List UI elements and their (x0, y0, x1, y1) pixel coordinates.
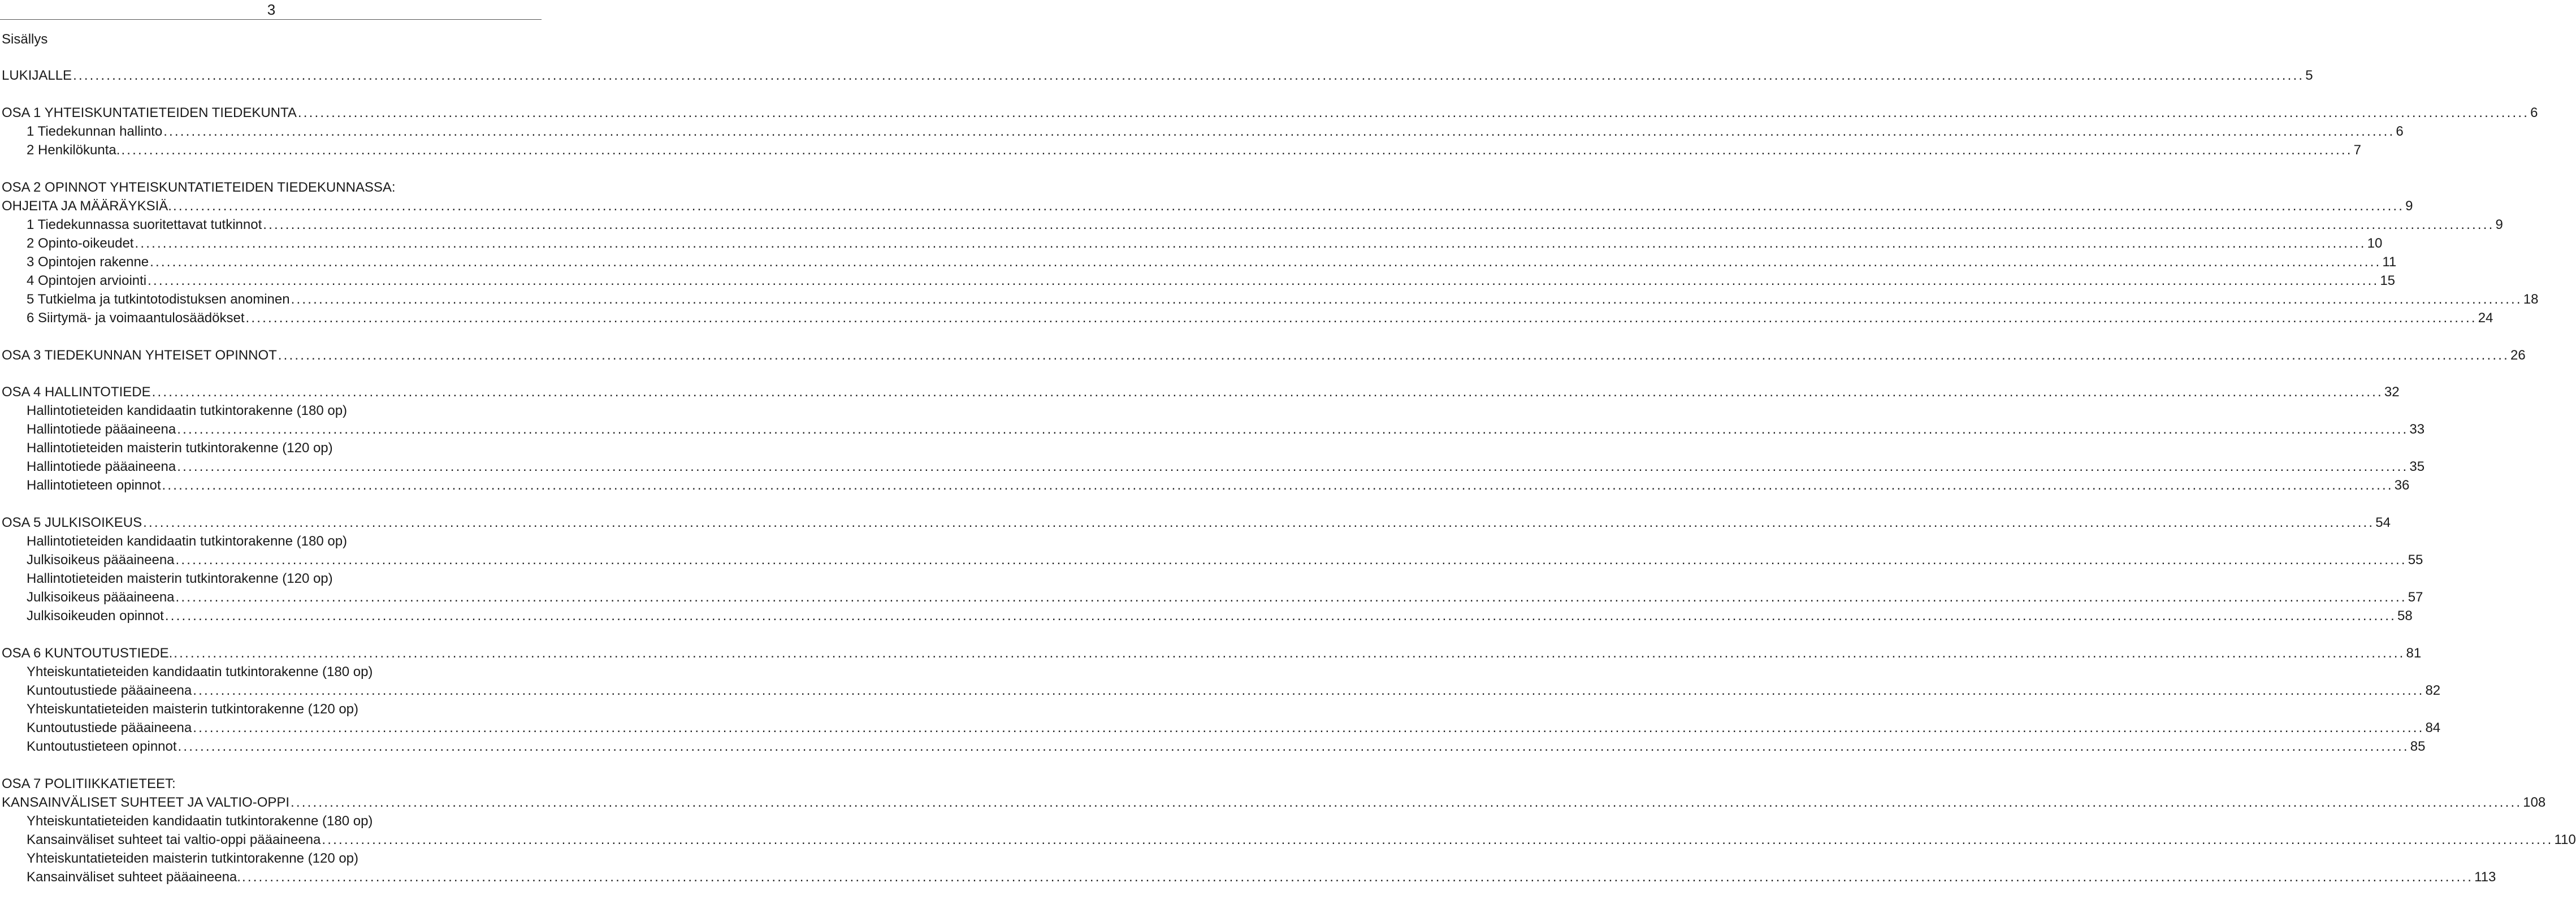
toc-entry-text: Yhteiskuntatieteiden maisterin tutkintorakenne (120 op) (27, 702, 359, 717)
toc-entry-page: 24 (2478, 310, 2493, 326)
toc-entry-text: Hallintotieteiden maisterin tutkintorakenne (120 op) (27, 571, 333, 586)
toc-dot-leader: ................................................................................................................................................................................................................................................................................................................................................................................................................ (278, 348, 2509, 363)
toc-entry-text: OSA 1 YHTEISKUNTATIETEIDEN TIEDEKUNTA (2, 105, 297, 120)
toc-entry-page: 5 (2305, 68, 2313, 83)
toc-dot-leader: ................................................................................................................................................................................................................................................................................................................................................................................................................ (193, 720, 2425, 735)
toc-dot-leader: ................................................................................................................................................................................................................................................................................................................................................................................................................ (263, 217, 2495, 232)
toc-entry (27, 439, 542, 457)
toc-entry-page: 26 (2510, 348, 2526, 363)
toc-entry-text: Kansainväliset suhteet pääaineena. (27, 869, 241, 885)
toc-dot-leader: ................................................................................................................................................................................................................................................................................................................................................................................................................ (245, 310, 2477, 326)
toc-entry[interactable] (27, 458, 2425, 476)
toc-entry[interactable] (27, 719, 2441, 737)
toc-entry[interactable] (27, 123, 2404, 141)
toc-dot-leader: ................................................................................................................................................................................................................................................................................................................................................................................................................ (177, 459, 2409, 474)
toc-entry[interactable] (2, 383, 2400, 401)
toc-entry[interactable] (27, 272, 2396, 290)
toc-entry[interactable] (27, 868, 2496, 886)
toc-entry-page: 9 (2405, 198, 2413, 214)
header-rule (0, 19, 542, 20)
toc-entry-page: 18 (2523, 292, 2539, 307)
toc-entry-page: 7 (2353, 142, 2361, 158)
toc-entry-text: Kuntoutustiede pääaineena (27, 720, 192, 735)
toc-entry-text: Hallintotiede pääaineena (27, 459, 176, 474)
toc-entry-page: 35 (2409, 459, 2425, 474)
toc-entry-page: 54 (2375, 515, 2391, 530)
toc-entry-text: Yhteiskuntatieteiden kandidaatin tutkintorakenne (180 op) (27, 664, 373, 679)
toc-entry-text: Kansainväliset suhteet tai valtio-oppi pääaineena (27, 832, 321, 847)
toc-entry-text: OSA 7 POLITIIKKATIETEET: (2, 776, 176, 791)
toc-entry-page: 32 (2384, 384, 2400, 400)
toc-entry-text: Kuntoutustieteen opinnot (27, 739, 177, 754)
toc-entry-text: 2 Opinto-oikeudet (27, 236, 134, 251)
toc-entry-page: 6 (2530, 105, 2538, 120)
toc-dot-leader: ................................................................................................................................................................................................................................................................................................................................................................................................................ (177, 422, 2409, 437)
toc-entry[interactable] (27, 477, 2410, 495)
toc-entry-page: 10 (2367, 236, 2383, 251)
toc-entry[interactable] (27, 682, 2441, 700)
toc-dot-leader: ................................................................................................................................................................................................................................................................................................................................................................................................................ (177, 739, 2409, 754)
toc-entry-text: Hallintotieteen opinnot (27, 478, 161, 493)
toc-entry (27, 402, 542, 420)
toc-dot-leader: ................................................................................................................................................................................................................................................................................................................................................................................................................ (150, 254, 2382, 270)
toc-entry[interactable] (2, 104, 2538, 122)
toc-entry-page: 85 (2410, 739, 2426, 754)
page-number: 3 (267, 1, 276, 18)
toc-entry[interactable] (27, 309, 2493, 327)
toc-dot-leader: ................................................................................................................................................................................................................................................................................................................................................................................................................ (291, 795, 2522, 810)
toc-entry-page: 113 (2474, 869, 2496, 885)
toc-entry-page: 82 (2425, 683, 2441, 698)
toc-entry[interactable] (2, 794, 2546, 812)
toc-entry[interactable] (27, 235, 2383, 253)
toc-dot-leader: ................................................................................................................................................................................................................................................................................................................................................................................................................ (172, 198, 2405, 214)
toc-entry-text: OSA 2 OPINNOT YHTEISKUNTATIETEIDEN TIEDEKUNNASSA: (2, 180, 396, 195)
toc-entry[interactable] (2, 67, 2313, 85)
toc-dot-leader: ................................................................................................................................................................................................................................................................................................................................................................................................................ (121, 142, 2353, 158)
toc-entry-page: 81 (2406, 646, 2422, 661)
toc-entry-text: Julkisoikeus pääaineena (27, 590, 175, 605)
toc-entry[interactable] (2, 197, 2413, 215)
toc-entry[interactable] (27, 831, 2576, 849)
toc-entry-text: OHJEITA JA MÄÄRÄYKSIÄ. (2, 198, 172, 214)
toc-dot-leader: ................................................................................................................................................................................................................................................................................................................................................................................................................ (73, 68, 2305, 83)
toc-dot-leader: ................................................................................................................................................................................................................................................................................................................................................................................................................ (241, 869, 2474, 885)
toc-entry (27, 850, 542, 868)
toc-title: Sisällys (2, 32, 48, 47)
toc-entry (27, 812, 542, 830)
toc-entry-text: 4 Opintojen arviointi (27, 273, 147, 288)
toc-dot-leader: ................................................................................................................................................................................................................................................................................................................................................................................................................ (174, 646, 2405, 661)
toc-entry-page: 84 (2425, 720, 2441, 735)
toc-entry-page: 58 (2397, 608, 2413, 624)
toc-dot-leader: ................................................................................................................................................................................................................................................................................................................................................................................................................ (148, 273, 2379, 288)
toc-dot-leader: ................................................................................................................................................................................................................................................................................................................................................................................................................ (163, 124, 2395, 139)
toc-entry-text: OSA 5 JULKISOIKEUS (2, 515, 142, 530)
toc-dot-leader: ................................................................................................................................................................................................................................................................................................................................................................................................................ (175, 552, 2407, 568)
toc-entry-text: Hallintotieteiden kandidaatin tutkintorakenne (180 op) (27, 534, 348, 549)
toc-dot-leader: ................................................................................................................................................................................................................................................................................................................................................................................................................ (143, 515, 2375, 530)
toc-entry (27, 663, 542, 681)
toc-entry[interactable] (27, 141, 2361, 159)
toc-entry-page: 15 (2380, 273, 2396, 288)
toc-entry[interactable] (27, 291, 2539, 309)
toc-entry[interactable] (27, 253, 2397, 271)
toc-entry-text: 1 Tiedekunnan hallinto (27, 124, 163, 139)
toc-entry (2, 775, 542, 793)
toc-entry-text: Julkisoikeus pääaineena (27, 552, 175, 568)
toc-entry-page: 11 (2382, 254, 2397, 270)
toc-dot-leader: ................................................................................................................................................................................................................................................................................................................................................................................................................ (291, 292, 2522, 307)
toc-entry[interactable] (27, 421, 2425, 439)
toc-entry-page: 108 (2523, 795, 2546, 810)
toc-entry-page: 9 (2495, 217, 2503, 232)
toc-dot-leader: ................................................................................................................................................................................................................................................................................................................................................................................................................ (193, 683, 2425, 698)
toc-dot-leader: ................................................................................................................................................................................................................................................................................................................................................................................................................ (175, 590, 2407, 605)
toc-entry[interactable] (27, 551, 2423, 569)
toc-entry[interactable] (27, 607, 2413, 625)
toc-entry[interactable] (27, 738, 2426, 756)
toc-entry-text: Hallintotieteiden kandidaatin tutkintorakenne (180 op) (27, 403, 348, 418)
toc-entry-text: OSA 3 TIEDEKUNNAN YHTEISET OPINNOT (2, 348, 277, 363)
toc-entry-text: Hallintotiede pääaineena (27, 422, 176, 437)
toc-entry-text: 2 Henkilökunta. (27, 142, 120, 158)
toc-entry[interactable] (27, 216, 2503, 234)
toc-entry-page: 55 (2408, 552, 2423, 568)
toc-entry[interactable] (27, 588, 2423, 607)
toc-entry-page: 57 (2408, 590, 2423, 605)
toc-dot-leader: ................................................................................................................................................................................................................................................................................................................................................................................................................ (322, 832, 2553, 847)
toc-entry-text: 1 Tiedekunnassa suoritettavat tutkinnot (27, 217, 262, 232)
toc-dot-leader: ................................................................................................................................................................................................................................................................................................................................................................................................................ (297, 105, 2530, 120)
toc-entry (27, 700, 542, 718)
toc-dot-leader: ................................................................................................................................................................................................................................................................................................................................................................................................................ (135, 236, 2366, 251)
toc-entry-text: Yhteiskuntatieteiden maisterin tutkintorakenne (120 op) (27, 851, 359, 866)
toc-entry (27, 533, 542, 551)
toc-entry (2, 179, 542, 197)
toc-entry-text: LUKIJALLE (2, 68, 72, 83)
toc-entry-page: 110 (2554, 832, 2576, 847)
toc-dot-leader: ................................................................................................................................................................................................................................................................................................................................................................................................................ (151, 384, 2383, 400)
toc-entry (27, 570, 542, 588)
toc-entry-text: OSA 4 HALLINTOTIEDE (2, 384, 151, 400)
toc-entry-text: OSA 6 KUNTOUTUSTIEDE. (2, 646, 173, 661)
toc-entry-text: Yhteiskuntatieteiden kandidaatin tutkintorakenne (180 op) (27, 813, 373, 829)
toc-entry-text: 5 Tutkielma ja tutkintotodistuksen anominen (27, 292, 290, 307)
toc-entry-text: KANSAINVÄLISET SUHTEET JA VALTIO-OPPI (2, 795, 290, 810)
toc-entry-text: Julkisoikeuden opinnot (27, 608, 164, 624)
toc-entry-text: Kuntoutustiede pääaineena (27, 683, 192, 698)
toc-entry[interactable] (2, 347, 2526, 365)
toc-entry-page: 33 (2409, 422, 2425, 437)
toc-entry[interactable] (2, 644, 2422, 663)
toc-entry-text: 6 Siirtymä- ja voimaantulosäädökset (27, 310, 245, 326)
toc-dot-leader: ................................................................................................................................................................................................................................................................................................................................................................................................................ (162, 478, 2393, 493)
toc-entry-text: 3 Opintojen rakenne (27, 254, 149, 270)
toc-entry[interactable] (2, 514, 2391, 532)
toc-entry-page: 6 (2396, 124, 2404, 139)
toc-dot-leader: ................................................................................................................................................................................................................................................................................................................................................................................................................ (164, 608, 2397, 624)
toc-entry-page: 36 (2394, 478, 2410, 493)
toc-entry-text: Hallintotieteiden maisterin tutkintorakenne (120 op) (27, 440, 333, 456)
